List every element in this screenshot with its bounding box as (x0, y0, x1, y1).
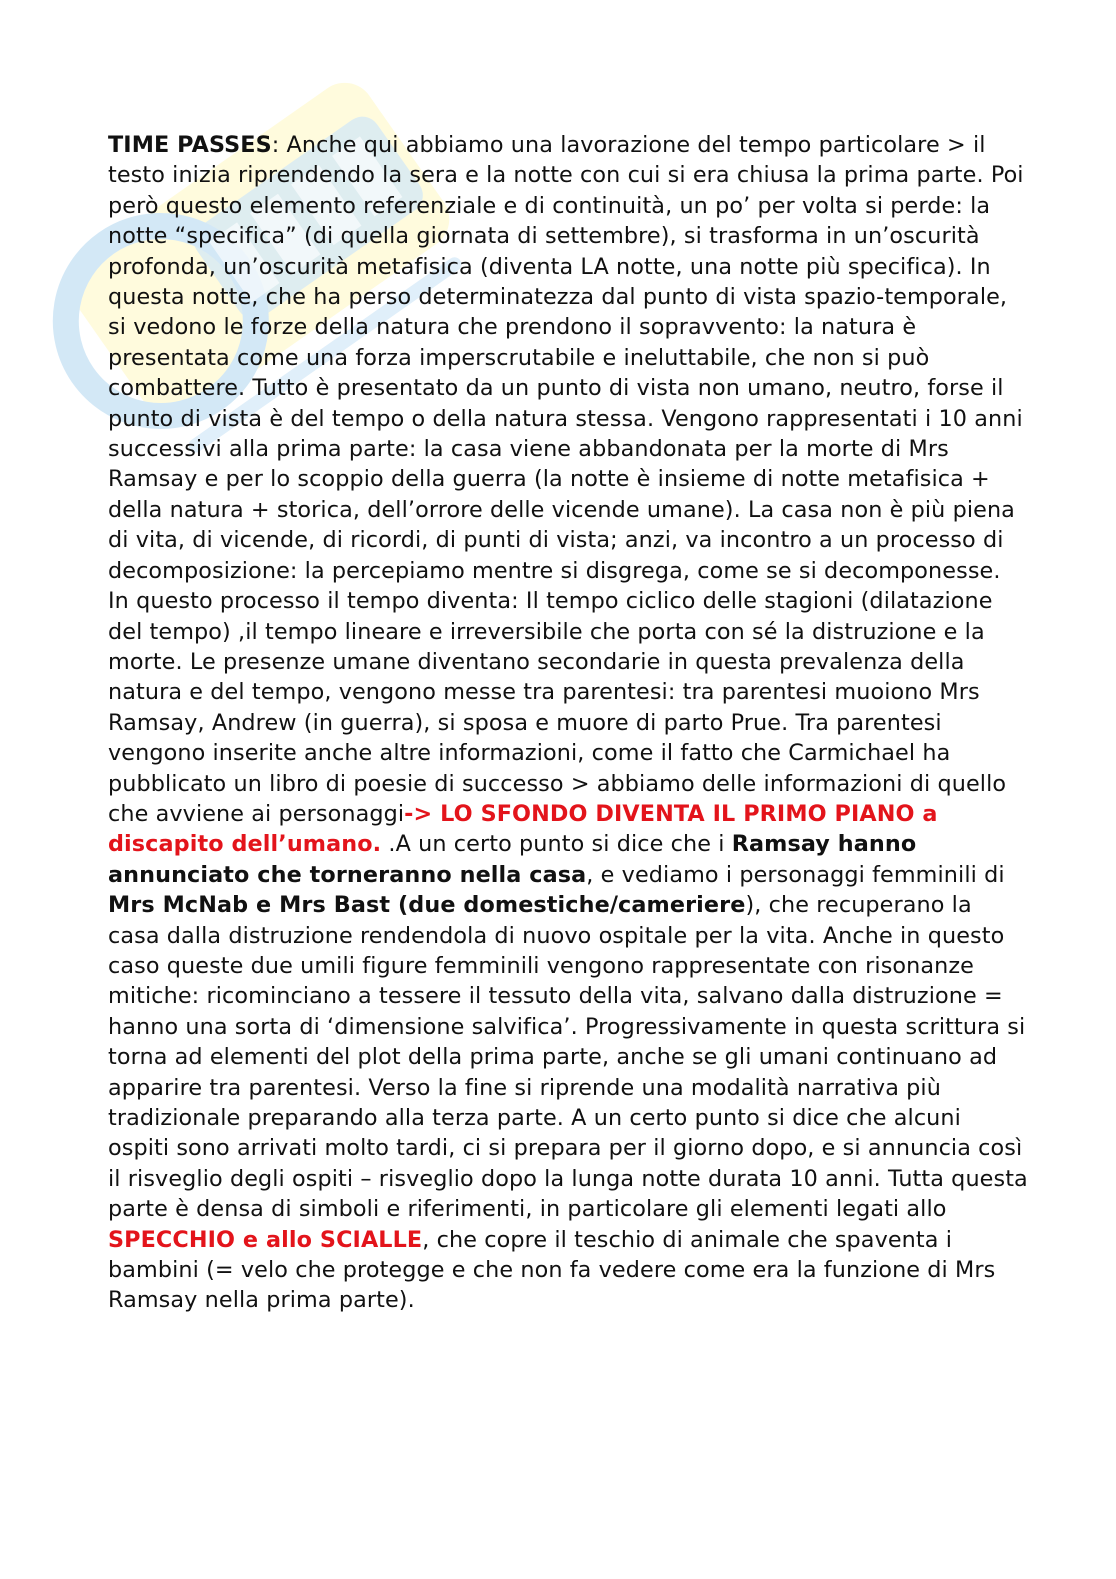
red-highlight: SPECCHIO e allo SCIALLE (108, 1226, 423, 1253)
body-paragraph (108, 130, 1028, 1316)
text-run: , che copre il teschio di animale che spaventa i bambini (= velo che protegge e che non fa vedere come era la funzione di Mrs Ramsay nella prima parte). (108, 1226, 996, 1314)
text-run: , e vediamo i personaggi femminili di (586, 861, 1005, 888)
text-run: ), che recuperano la casa dalla distruzione rendendola di nuovo ospitale per la vita. Anche in questo caso queste due umili figure femminili vengono rappresentate con risonanze mitiche: ricominciano a tessere il tessuto della vita, salvano dalla distruzione = hanno una sorta di ‘dimensione salvifica’. Progressivamente in questa scrittura si torna ad elementi del plot della prima parte, anche se gli umani continuano ad apparire tra parentesi. Verso la fine si riprende una modalità narrativa più tradizionale preparando alla terza parte. A un certo punto si dice che alcuni ospiti sono arrivati molto tardi, ci si prepara per il giorno dopo, e si annuncia così il risveglio degli ospiti – risveglio dopo la lunga notte durata 10 anni. Tutta questa parte è densa di simboli e riferimenti, in particolare gli elementi legati allo (108, 892, 1028, 1223)
section-heading: TIME PASSES (108, 132, 272, 158)
text-run: .A un certo punto si dice che i (381, 831, 732, 858)
paragraph (108, 130, 1028, 1316)
bold-phrase: Mrs McNab e Mrs Bast (due domestiche/cameriere (108, 892, 746, 919)
red-highlight: -> LO SFONDO DIVENTA IL PRIMO PIANO a discapito dell’umano. (108, 800, 938, 858)
text-run: : Anche qui abbiamo una lavorazione del tempo particolare > il testo inizia riprendendo la sera e la notte con cui si era chiusa la prima parte. Poi però questo elemento referenziale e di continuità, un po’ per volta si perde: la notte “specifica” (di quella giornata di settembre), si trasforma in un’oscurità profonda, un’oscurità metafisica (diventa LA notte, una notte più specifica). In questa notte, che ha perso determinatezza dal punto di vista spazio-temporale, si vedono le forze della natura che prendono il sopravvento: la natura è presentata come una forza imperscrutabile e ineluttabile, che non si può combattere. Tutto è presentato da un punto di vista non umano, neutro, forse il punto di vista è del tempo o della natura stessa. Vengono rappresentati i 10 anni successivi alla prima parte: la casa viene abbandonata per la morte di Mrs Ramsay e per lo scoppio della guerra (la notte è insieme di notte metafisica + della natura + storica, dell’orrore delle vicende umane). La casa non è più piena di vita, di vicende, di ricordi, di punti di vista; anzi, va incontro a un processo di decomposizione: la percepiamo mentre si disgrega, come se si decomponesse. In questo processo il tempo diventa: Il tempo ciclico delle stagioni (dilatazione del tempo) ,il tempo lineare e irreversibile che porta con sé la distruzione e la morte. Le presenze umane diventano secondarie in questa prevalenza della natura e del tempo, vengono messe tra parentesi: tra parentesi muoiono Mrs Ramsay, Andrew (in guerra), si sposa e muore di parto Prue. Tra parentesi vengono inserite anche altre informazioni, come il fatto che Carmichael ha pubblicato un libro di poesie di successo > abbiamo delle informazioni di quello che avviene ai personaggi (108, 132, 1024, 827)
bold-phrase: Ramsay hanno annunciato che torneranno nella casa (108, 831, 917, 888)
